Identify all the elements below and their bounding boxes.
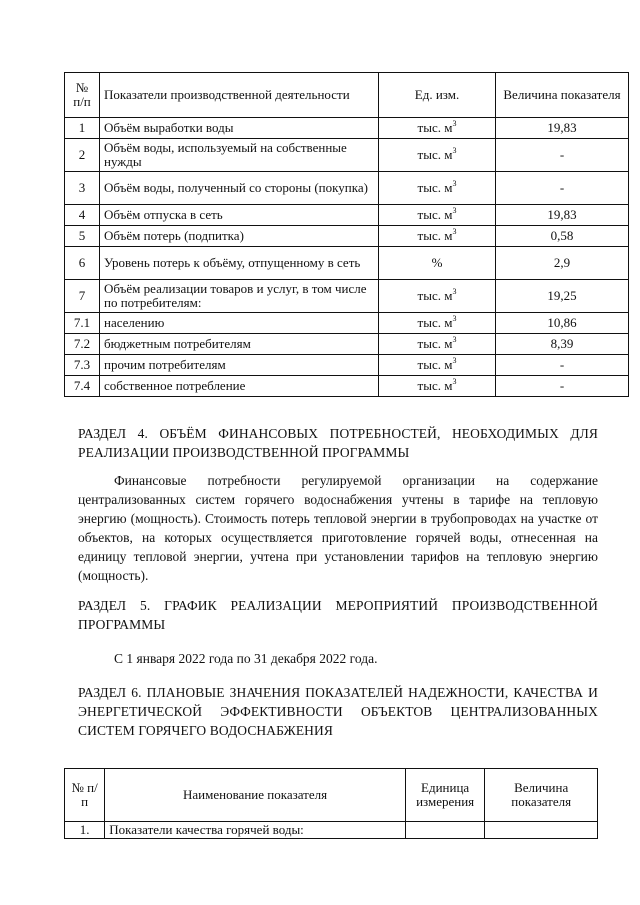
- unit-superscript: 3: [452, 119, 457, 128]
- unit-superscript: 3: [452, 227, 457, 236]
- table-row: [65, 376, 629, 397]
- section-6-heading: РАЗДЕЛ 6. ПЛАНОВЫЕ ЗНАЧЕНИЯ ПОКАЗАТЕЛЕЙ НАДЕЖНОСТИ, КАЧЕСТВА И ЭНЕРГЕТИЧЕСКОЙ ЭФФЕКТИВНОСТИ ОБЪЕКТОВ ЦЕНТРАЛИЗОВАННЫХ СИСТЕМ ГОРЯЧЕГО ВОДОСНАБЖЕНИЯ: [78, 685, 598, 738]
- reliability-indicators-table: [64, 768, 598, 839]
- row-num: 1.: [65, 822, 105, 839]
- header-value: Величина показателя: [485, 769, 598, 822]
- row-value: 19,83: [496, 205, 629, 226]
- row-value: [485, 822, 598, 839]
- section-5-heading: РАЗДЕЛ 5. ГРАФИК РЕАЛИЗАЦИИ МЕРОПРИЯТИЙ ПРОИЗВОДСТВЕННОЙ ПРОГРАММЫ: [78, 598, 598, 632]
- unit-superscript: 3: [452, 206, 457, 215]
- row-indicator: прочим потребителям: [100, 355, 379, 376]
- production-indicators-table: [64, 72, 629, 397]
- table-body: [65, 822, 598, 839]
- section-4-heading: РАЗДЕЛ 4. ОБЪЁМ ФИНАНСОВЫХ ПОТРЕБНОСТЕЙ, НЕОБХОДИМЫХ ДЛЯ РЕАЛИЗАЦИИ ПРОИЗВОДСТВЕННОЙ ПРОГРАММЫ: [78, 426, 598, 460]
- row-indicator: Объём выработки воды: [100, 118, 379, 139]
- row-indicator: Объём реализации товаров и услуг, в том числе по потребителям:: [100, 280, 379, 313]
- table-header-row: [65, 769, 598, 822]
- row-value: 0,58: [496, 226, 629, 247]
- table-row: [65, 226, 629, 247]
- row-num: 7: [65, 280, 100, 313]
- row-unit: тыс. $м^3$: [379, 376, 496, 397]
- row-indicator: Объём отпуска в сеть: [100, 205, 379, 226]
- row-num: 5: [65, 226, 100, 247]
- table-row: [65, 334, 629, 355]
- row-unit: тыс. $м^3$: [379, 226, 496, 247]
- section-5-text: С 1 января 2022 года по 31 декабря 2022 года.: [114, 651, 378, 666]
- header-indicator: Показатели производственной деятельности: [100, 73, 379, 118]
- row-value: -: [496, 376, 629, 397]
- header-num: № п/п: [65, 73, 100, 118]
- unit-superscript: 3: [452, 377, 457, 386]
- table-row: [65, 139, 629, 172]
- row-unit: тыс. $м^3$: [379, 205, 496, 226]
- row-num: 4: [65, 205, 100, 226]
- header-value: Величина показателя: [496, 73, 629, 118]
- row-unit: тыс. $м^3$: [379, 172, 496, 205]
- row-num: 2: [65, 139, 100, 172]
- row-indicator: Объём воды, используемый на собственные нужды: [100, 139, 379, 172]
- row-indicator: Объём потерь (подпитка): [100, 226, 379, 247]
- row-num: 7.4: [65, 376, 100, 397]
- row-unit: тыс. $м^3$: [379, 313, 496, 334]
- row-indicator: собственное потребление: [100, 376, 379, 397]
- row-unit: тыс. $м^3$: [379, 280, 496, 313]
- row-unit: %: [379, 247, 496, 280]
- row-num: 1: [65, 118, 100, 139]
- table-body: [65, 118, 629, 397]
- row-value: 10,86: [496, 313, 629, 334]
- header-num: № п/п: [65, 769, 105, 822]
- row-num: 7.3: [65, 355, 100, 376]
- unit-superscript: 3: [452, 314, 457, 323]
- unit-superscript: 3: [452, 287, 457, 296]
- row-num: 7.1: [65, 313, 100, 334]
- row-value: -: [496, 172, 629, 205]
- row-indicator: населению: [100, 313, 379, 334]
- table-row: [65, 280, 629, 313]
- unit-superscript: 3: [452, 146, 457, 155]
- row-value: -: [496, 139, 629, 172]
- row-unit: тыс. $м^3$: [379, 355, 496, 376]
- row-unit: тыс. $м^3$: [379, 334, 496, 355]
- table-row: [65, 205, 629, 226]
- unit-superscript: 3: [452, 335, 457, 344]
- row-value: -: [496, 355, 629, 376]
- unit-superscript: 3: [452, 179, 457, 188]
- row-value: 19,83: [496, 118, 629, 139]
- row-value: 2,9: [496, 247, 629, 280]
- row-num: 3: [65, 172, 100, 205]
- header-unit: Единица измерения: [405, 769, 484, 822]
- table-row: [65, 355, 629, 376]
- row-indicator: бюджетным потребителям: [100, 334, 379, 355]
- table-row: [65, 313, 629, 334]
- row-unit: тыс. $м^3$: [379, 118, 496, 139]
- table-row: [65, 118, 629, 139]
- row-unit: [405, 822, 484, 839]
- header-unit: Ед. изм.: [379, 73, 496, 118]
- table-row: [65, 822, 598, 839]
- row-indicator: Объём воды, полученный со стороны (покупка): [100, 172, 379, 205]
- header-indicator-name: Наименование показателя: [105, 769, 406, 822]
- row-num: 6: [65, 247, 100, 280]
- row-num: 7.2: [65, 334, 100, 355]
- row-value: 19,25: [496, 280, 629, 313]
- row-indicator: Показатели качества горячей воды:: [105, 822, 406, 839]
- row-unit: тыс. $м^3$: [379, 139, 496, 172]
- table-header-row: [65, 73, 629, 118]
- section-4-text: Финансовые потребности регулируемой организации на содержание централизованных систем горячего водоснабжения учтены в тарифе на тепловую энергию (мощность). Стоимость потерь тепловой энергии в трубопроводах на участке от объектов, на которых осуществляется приготовление горячей воды, отнесенная на единицу тепловой энергии, учтена при установлении тарифов на тепловую энергию (мощность).: [78, 473, 598, 583]
- table-row: [65, 247, 629, 280]
- table-row: [65, 172, 629, 205]
- row-indicator: Уровень потерь к объёму, отпущенному в сеть: [100, 247, 379, 280]
- row-value: 8,39: [496, 334, 629, 355]
- unit-superscript: 3: [452, 356, 457, 365]
